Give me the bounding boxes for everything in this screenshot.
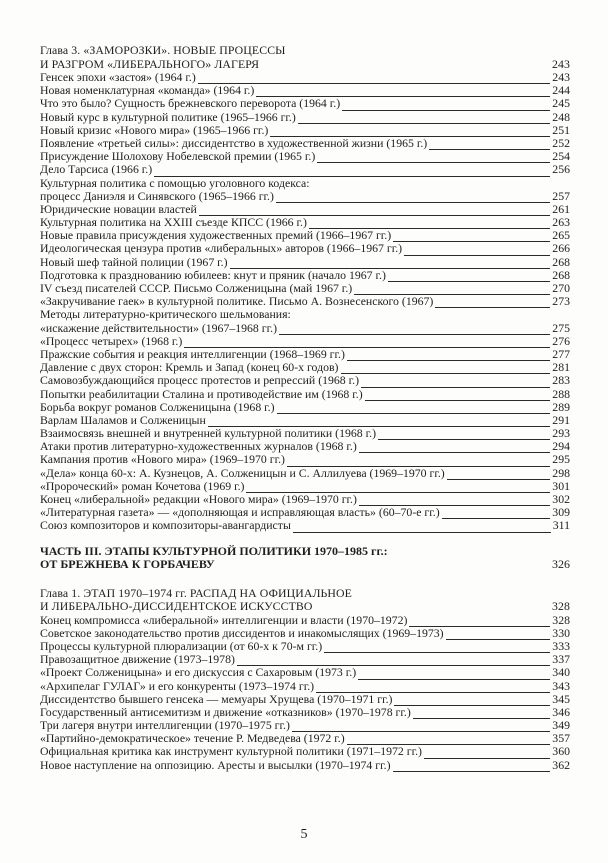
toc-entry-title: Государственный антисемитизм и движение «отказников» (1970–1978 гг.) xyxy=(40,704,411,719)
part-heading xyxy=(40,545,570,572)
chapter-title-line1: Глава 1. ЭТАП 1970–1974 гг. РАСПАД НА ОФИЦИАЛЬНОЕ xyxy=(40,585,352,600)
toc-entry-page: 293 xyxy=(552,426,570,441)
toc-entry-page: 257 xyxy=(552,188,570,203)
toc-entry xyxy=(40,256,570,269)
toc-entry-title: «Пророческий» роман Кочетова (1969 г.) xyxy=(40,478,245,493)
toc-entry-title: Взаимосвязь внешней и внутренней культурной политики (1968 г.) xyxy=(40,426,377,441)
toc-entry-page: 298 xyxy=(552,465,570,480)
toc-entry-page: 357 xyxy=(552,731,570,746)
toc-entry xyxy=(40,759,570,772)
toc-entry-page: 360 xyxy=(552,744,570,759)
chapter-page: 328 xyxy=(552,599,570,614)
chapter-heading xyxy=(40,44,570,71)
toc-entry xyxy=(40,177,570,203)
toc-entry-page: 276 xyxy=(552,333,570,348)
toc-entry-title: Кампания против «Нового мира» (1969–1970 гг.) xyxy=(40,452,285,467)
toc-entry-page: 248 xyxy=(552,109,570,124)
toc-entry-page: 330 xyxy=(552,625,570,640)
toc-entry-title: Официальная критика как инструмент культурной политики (1971–1972 гг.) xyxy=(40,744,422,759)
toc-entry xyxy=(40,680,570,693)
toc-entry-page: 254 xyxy=(552,149,570,164)
toc-entry-title: Появление «третьей силы»: диссидентство в художественной жизни (1965 г.) xyxy=(40,135,428,150)
chapter-title-line1: Глава 3. «ЗАМОРОЗКИ». НОВЫЕ ПРОЦЕССЫ xyxy=(40,43,286,57)
toc-entry-title: Подготовка к празднованию юбилеев: кнут и пряник (начало 1967 г.) xyxy=(40,267,386,282)
toc-entry-title: Дело Тарсиса (1966 г.) xyxy=(40,162,153,177)
toc-entry-title: «Процесс четырех» (1968 г.) xyxy=(40,333,183,348)
toc-entry-title: Методы литературно-критического шельмования: xyxy=(40,307,291,322)
toc-entry-page: 340 xyxy=(552,665,570,680)
toc-entry-page: 243 xyxy=(552,69,570,84)
toc-entry-page: 328 xyxy=(552,612,570,627)
toc-entry-page: 273 xyxy=(552,294,570,309)
toc-entry-title: Три лагеря внутри интеллигенции (1970–1975 гг.) xyxy=(40,718,290,733)
toc-entry xyxy=(40,111,570,124)
toc-entry-page: 288 xyxy=(552,386,570,401)
part-page: 326 xyxy=(552,557,570,572)
toc-entry xyxy=(40,627,570,640)
toc-entry-title: Юридические новации властей xyxy=(40,201,197,216)
toc-entry-page: 263 xyxy=(552,215,570,230)
toc-entry xyxy=(40,693,570,706)
toc-entry-page: 309 xyxy=(552,505,570,520)
chapter-title-line2: И ЛИБЕРАЛЬНО-ДИССИДЕНТСКОЕ ИСКУССТВО xyxy=(40,599,313,614)
toc-entry-page: 302 xyxy=(552,492,570,507)
toc-entry-page: 251 xyxy=(552,122,570,137)
toc-entry-title: Что это было? Сущность брежневского переворота (1964 г.) xyxy=(40,96,341,111)
toc-entry-title: Присуждение Шолохову Нобелевской премии (1965 г.) xyxy=(40,149,316,164)
toc-entry-page: 333 xyxy=(552,638,570,653)
toc-entry-page: 295 xyxy=(552,452,570,467)
toc-entry xyxy=(40,124,570,137)
toc-entry-title-continued: «искажение действительности» (1967–1968 гг.) xyxy=(40,320,278,335)
toc-entry-page: 311 xyxy=(552,518,570,533)
toc-entry-page: 268 xyxy=(552,254,570,269)
toc-entry xyxy=(40,453,570,466)
toc-entry-title: Новые правила присуждения художественных премий (1966–1967 гг.) xyxy=(40,228,392,243)
toc-entry-title: «Закручивание гаек» в культурной политике. Письмо А. Вознесенского (1967) xyxy=(40,294,434,309)
toc-entry-title-continued: процесс Даниэля и Синявского (1965–1966 гг.) xyxy=(40,188,274,203)
toc-entry-title: «Проект Солженицына» и его дискуссия с Сахаровым (1973 г.) xyxy=(40,665,357,680)
toc-entry-page: 275 xyxy=(552,320,570,335)
toc-entry-title: Новый кризис «Нового мира» (1965–1966 гг.) xyxy=(40,122,269,137)
toc-entry-page: 277 xyxy=(552,346,570,361)
toc-entry-title: Новое наступление на оппозицию. Аресты и высылки (1970–1974 гг.) xyxy=(40,757,391,772)
toc-entry-title: Идеологическая цензура против «либеральных» авторов (1966–1967 гг.) xyxy=(40,241,403,256)
toc-entry xyxy=(40,467,570,480)
toc-entry-page: 337 xyxy=(552,652,570,667)
toc-entry-page: 301 xyxy=(552,478,570,493)
toc-entry-page: 281 xyxy=(552,360,570,375)
toc-entry-page: 345 xyxy=(552,691,570,706)
toc-entry-page: 252 xyxy=(552,135,570,150)
toc-entry xyxy=(40,614,570,627)
toc-entry xyxy=(40,401,570,414)
toc-entry-page: 346 xyxy=(552,704,570,719)
toc-entry xyxy=(40,335,570,348)
toc-entry-title: IV съезд писателей СССР. Письмо Солженицына (май 1967 г.) xyxy=(40,281,353,296)
toc-entry-page: 266 xyxy=(552,241,570,256)
toc-entry-title: Пражские события и реакция интеллигенции (1968–1969 гг.) xyxy=(40,346,345,361)
toc-entry xyxy=(40,388,570,401)
page-number: 5 xyxy=(300,827,308,842)
toc-entry-page: 261 xyxy=(552,201,570,216)
chapter-title-line2: И РАЗГРОМ «ЛИБЕРАЛЬНОГО» ЛАГЕРЯ xyxy=(40,56,260,71)
toc-entry-title: Самовозбуждающийся процесс протестов и репрессий (1968 г.) xyxy=(40,373,360,388)
toc-entry-title: Конец компромисса «либеральной» интеллигенции и власти (1970–1972) xyxy=(40,612,408,627)
toc-entry-title: Правозащитное движение (1973–1978) xyxy=(40,652,235,667)
toc-entry-page: 268 xyxy=(552,267,570,282)
toc-page xyxy=(40,44,570,772)
toc-entry-title: Советское законодательство против диссидентов и инакомыслящих (1969–1973) xyxy=(40,625,444,640)
part-title-line2: ОТ БРЕЖНЕВА К ГОРБАЧЕВУ xyxy=(40,557,215,572)
toc-entry xyxy=(40,242,570,255)
toc-entry-title: Новая номенклатурная «команда» (1964 г.) xyxy=(40,83,255,98)
toc-entry-title: «Партийно-демократическое» течение Р. Медведева (1972 г.) xyxy=(40,731,345,746)
toc-entry xyxy=(40,308,570,334)
chapter-heading xyxy=(40,587,570,614)
toc-entry-title: «Архипелаг ГУЛАГ» и его конкуренты (1973–1974 гг.) xyxy=(40,678,315,693)
toc-entry-title: Попытки реабилитации Сталина и противодействие им (1968 г.) xyxy=(40,386,363,401)
toc-list xyxy=(40,614,570,772)
toc-entry-title: Атаки против литературно-художественных журналов (1968 г.) xyxy=(40,439,357,454)
toc-entry-title: Союз композиторов и композиторы-авангардисты xyxy=(40,518,291,533)
toc-entry-title: Давление с двух сторон: Кремль и Запад (конец 60-х годов) xyxy=(40,360,339,375)
toc-entry xyxy=(40,374,570,387)
toc-entry-title: Культурная политика с помощью уголовного кодекса: xyxy=(40,175,310,190)
toc-entry-title: Конец «либеральной» редакции «Нового мира» (1969–1970 гг.) xyxy=(40,492,357,507)
toc-entry-title: Диссидентство бывшего генсека — мемуары Хрущева (1970–1971 гг.) xyxy=(40,691,393,706)
toc-entry-title: Новый курс в культурной политике (1965–1966 гг.) xyxy=(40,109,296,124)
toc-entry-page: 349 xyxy=(552,718,570,733)
chapter-page: 243 xyxy=(552,56,570,71)
toc-entry-title: Генсек эпохи «застоя» (1964 г.) xyxy=(40,70,196,84)
toc-entry-page: 362 xyxy=(552,757,570,772)
toc-entry xyxy=(40,666,570,679)
toc-entry-title: Борьба вокруг романов Солженицына (1968 г.) xyxy=(40,399,275,414)
toc-entry-title: «Литературная газета» — «дополняющая и исправляющая власть» (60–70-е гг.) xyxy=(40,505,440,520)
toc-entry-page: 291 xyxy=(552,412,570,427)
toc-entry xyxy=(40,97,570,110)
toc-entry-page: 245 xyxy=(552,96,570,111)
toc-entry xyxy=(40,163,570,176)
part-title-line1: ЧАСТЬ III. ЭТАПЫ КУЛЬТУРНОЙ ПОЛИТИКИ 1970–1985 гг.: xyxy=(40,543,388,558)
toc-entry-page: 265 xyxy=(552,228,570,243)
toc-entry-page: 283 xyxy=(552,373,570,388)
toc-entry-title: Процессы культурной плюрализации (от 60-х к 70-м гг.) xyxy=(40,638,323,653)
toc-entry-page: 343 xyxy=(552,678,570,693)
toc-entry-title: «Дела» конца 60-х: А. Кузнецов, А. Солженицын и С. Аллилуева (1969–1970 гг.) xyxy=(40,465,445,480)
toc-entry-page: 244 xyxy=(552,83,570,98)
toc-entry-title: Варлам Шаламов и Солженицын xyxy=(40,412,206,427)
toc-entry-title: Культурная политика на XXIII съезде КПСС (1966 г.) xyxy=(40,215,307,230)
toc-entry xyxy=(40,745,570,758)
toc-entry-page: 289 xyxy=(552,399,570,414)
toc-entry-page: 294 xyxy=(552,439,570,454)
toc-entry-title: Новый шеф тайной полиции (1967 г.) xyxy=(40,254,228,269)
toc-entry-page: 256 xyxy=(552,162,570,177)
toc-list xyxy=(40,71,570,533)
toc-entry-page: 270 xyxy=(552,281,570,295)
toc-entry xyxy=(40,519,570,532)
